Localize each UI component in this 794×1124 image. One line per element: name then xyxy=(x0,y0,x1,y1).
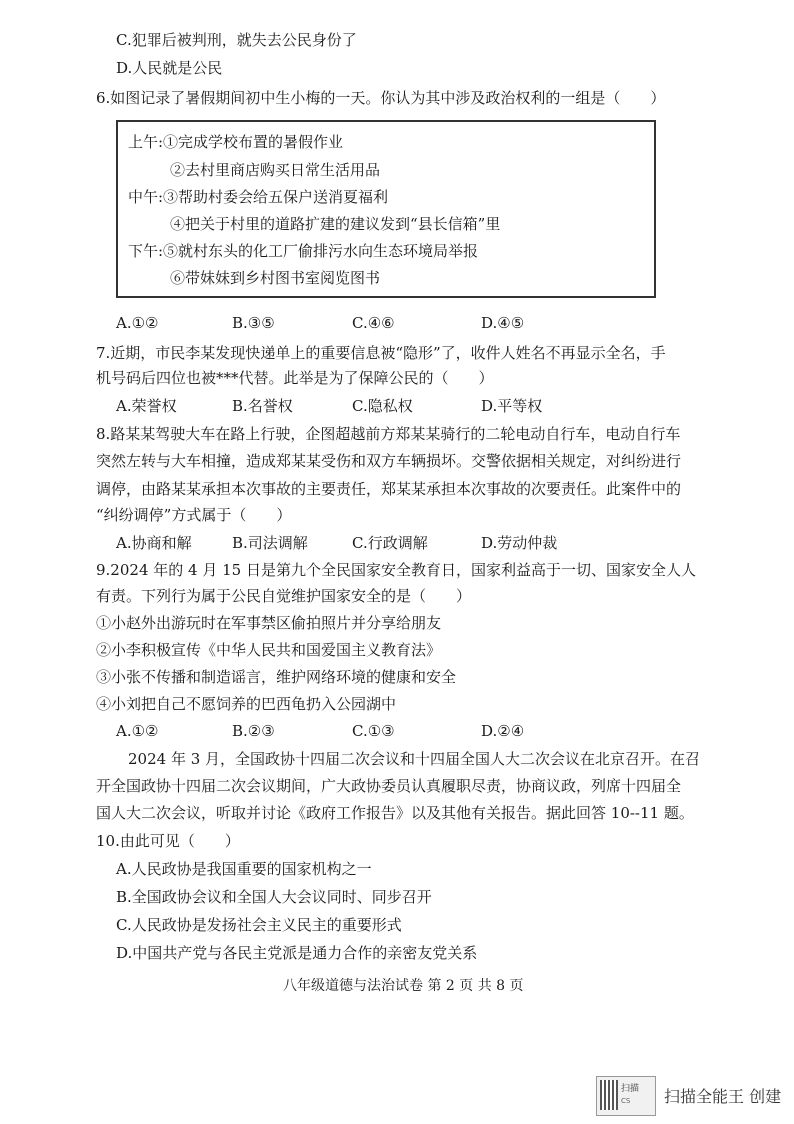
q7-option-b: B.名誉权 xyxy=(232,397,293,415)
question-7-line-1: 7.近期，市民李某发现快递单上的重要信息被“隐形”了，收件人姓名不再显示全名，手 xyxy=(96,344,666,362)
question-9-line-1: 9.2024 年的 4 月 15 日是第九个全民国家安全教育日，国家利益高于一切、国家安全人人 xyxy=(96,561,696,579)
scanner-watermark-text: 扫描全能王 创建 xyxy=(664,1087,782,1106)
q9-option-a: A.①② xyxy=(116,722,159,740)
question-7-line-2: 机号码后四位也被***代替。此举是为了保障公民的（ ） xyxy=(96,369,494,387)
page-footer: 八年级道德与法治试卷 第 2 页 共 8 页 xyxy=(283,978,524,994)
question-8-line-3: 调停，由路某某承担本次事故的主要责任，郑某某承担本次事故的次要责任。此案件中的 xyxy=(96,480,682,498)
scanner-watermark xyxy=(596,1076,782,1116)
q9-statement-2: ②小李积极宣传《中华人民共和国爱国主义教育法》 xyxy=(96,641,442,659)
schedule-row-5: 下午:⑤就村东头的化工厂偷排污水向生态环境局举报 xyxy=(128,242,479,260)
q10-option-d: D.中国共产党与各民主党派是通力合作的亲密友党关系 xyxy=(116,944,478,962)
schedule-row-4: ④把关于村里的道路扩建的建议发到“县长信箱”里 xyxy=(170,215,501,233)
question-8-line-4: “纠纷调停”方式属于（ ） xyxy=(96,506,292,524)
scanner-logo-subtext: CS xyxy=(621,1097,631,1105)
question-9-line-2: 有责。下列行为属于公民自觉维护国家安全的是（ ） xyxy=(96,587,472,605)
q10-option-a: A.人民政协是我国重要的国家机构之一 xyxy=(116,860,372,878)
q9-statement-3: ③小张不传播和制造谣言，维护网络环境的健康和安全 xyxy=(96,668,457,686)
q8-option-a: A.协商和解 xyxy=(116,534,192,552)
schedule-row-3: 中午:③帮助村委会给五保户送消夏福利 xyxy=(128,188,389,206)
q8-option-b: B.司法调解 xyxy=(232,534,308,552)
material-line-1: 2024 年 3 月，全国政协十四届二次会议和十四届全国人大二次会议在北京召开。在召 xyxy=(128,750,701,768)
q5-option-d: D.人民就是公民 xyxy=(116,59,223,77)
q9-statement-1: ①小赵外出游玩时在军事禁区偷拍照片并分享给朋友 xyxy=(96,614,442,632)
schedule-row-6: ⑥带妹妹到乡村图书室阅览图书 xyxy=(170,269,381,287)
q10-option-c: C.人民政协是发扬社会主义民主的重要形式 xyxy=(116,916,402,934)
q10-option-b: B.全国政协会议和全国人大会议同时、同步召开 xyxy=(116,888,432,906)
question-8-line-1: 8.路某某驾驶大车在路上行驶，企图超越前方郑某某骑行的二轮电动自行车，电动自行车 xyxy=(96,425,681,443)
question-8-line-2: 突然左转与大车相撞，造成郑某某受伤和双方车辆损坏。交警依据相关规定，对纠纷进行 xyxy=(96,452,682,470)
schedule-row-2: ②去村里商店购买日常生活用品 xyxy=(170,161,381,179)
qr-code-icon xyxy=(600,1080,618,1110)
q6-option-d: D.④⑤ xyxy=(481,314,525,332)
scanner-logo xyxy=(596,1076,656,1116)
q7-option-a: A.荣誉权 xyxy=(116,397,177,415)
q6-option-a: A.①② xyxy=(116,314,159,332)
schedule-row-1: 上午:①完成学校布置的暑假作业 xyxy=(128,133,344,151)
q8-option-c: C.行政调解 xyxy=(352,534,428,552)
q9-option-b: B.②③ xyxy=(232,722,275,740)
question-6-stem: 6.如图记录了暑假期间初中生小梅的一天。你认为其中涉及政治权利的一组是（ ） xyxy=(96,89,666,107)
q7-option-d: D.平等权 xyxy=(481,397,543,415)
scanner-logo-text: 扫描 xyxy=(621,1084,640,1094)
q6-option-c: C.④⑥ xyxy=(352,314,395,332)
q7-option-c: C.隐私权 xyxy=(352,397,413,415)
q9-option-d: D.②④ xyxy=(481,722,525,740)
q6-option-b: B.③⑤ xyxy=(232,314,275,332)
q9-statement-4: ④小刘把自己不愿饲养的巴西龟扔入公园湖中 xyxy=(96,695,397,713)
question-10-stem: 10.由此可见（ ） xyxy=(96,832,240,850)
q8-option-d: D.劳动仲裁 xyxy=(481,534,558,552)
q5-option-c: C.犯罪后被判刑，就失去公民身份了 xyxy=(116,31,357,49)
material-line-2: 开全国政协十四届二次会议期间，广大政协委员认真履职尽责，协商议政，列席十四届全 xyxy=(96,777,682,795)
material-line-3: 国人大二次会议，听取并讨论《政府工作报告》以及其他有关报告。据此回答 10--11 题。 xyxy=(96,804,694,822)
q9-option-c: C.①③ xyxy=(352,722,395,740)
